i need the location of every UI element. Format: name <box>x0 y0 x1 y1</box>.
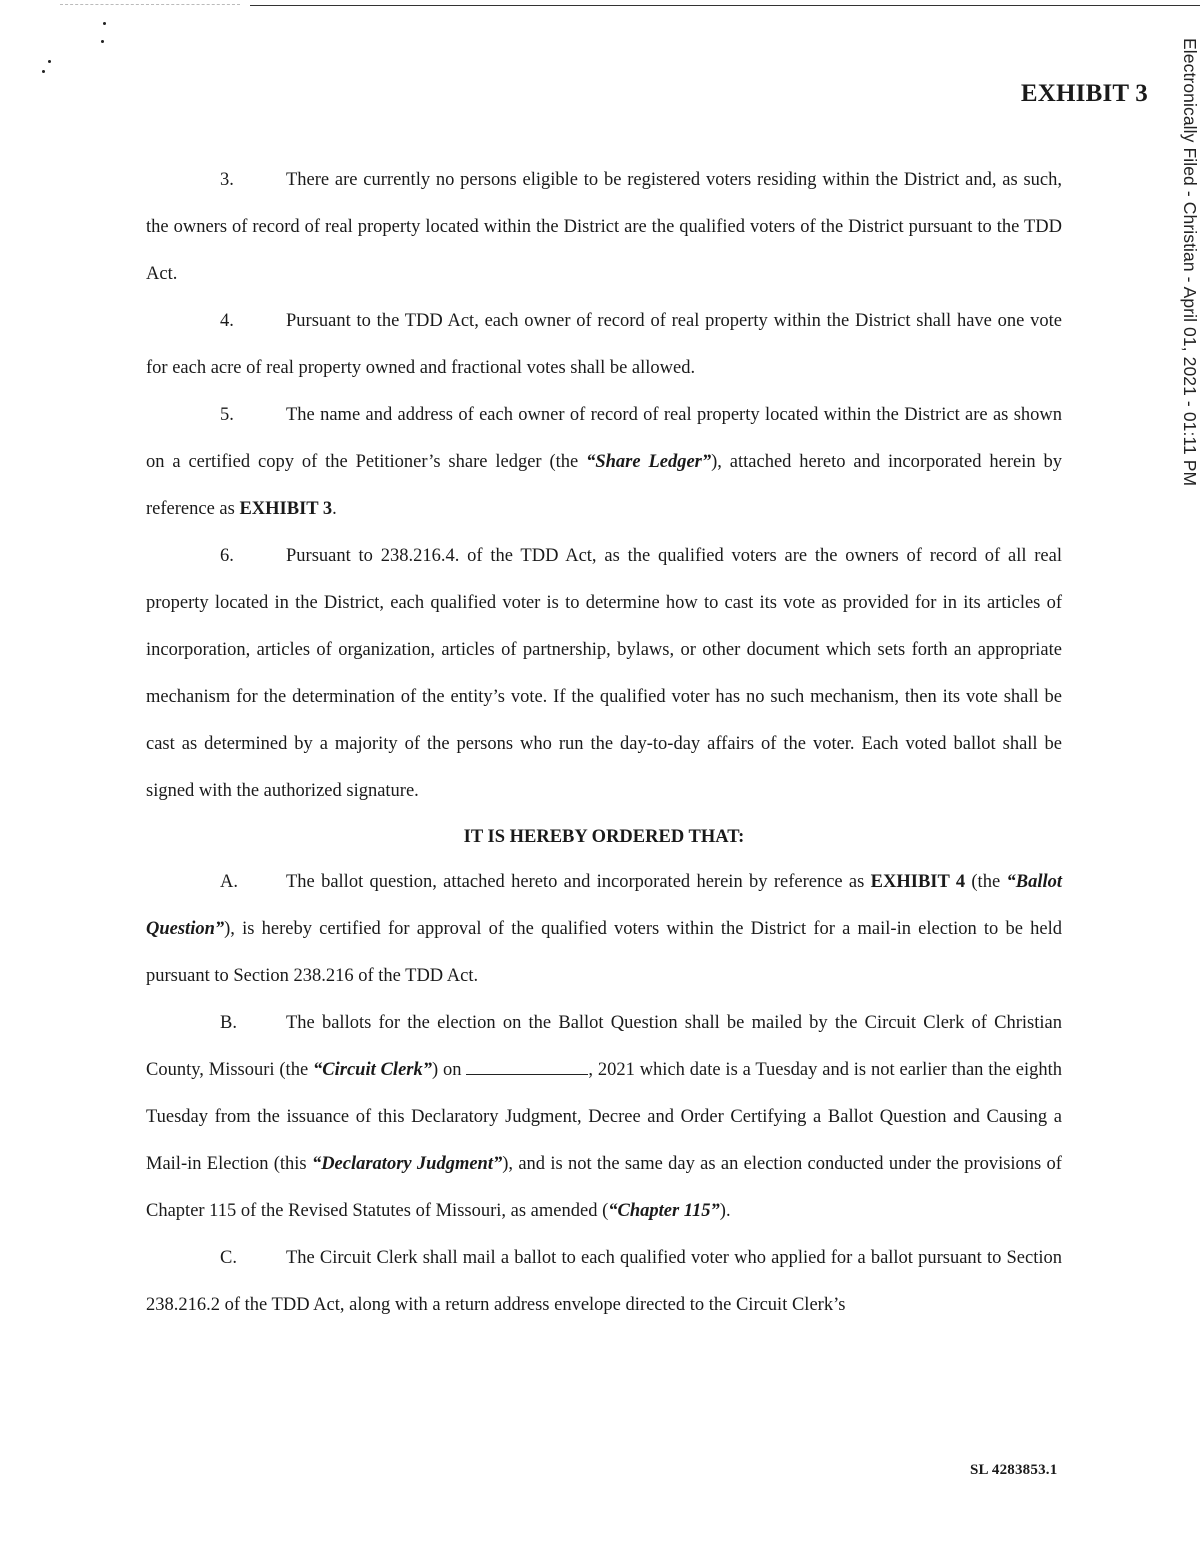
paragraph-number: 4. <box>220 311 234 331</box>
defined-term-ballot-question: “Ballot Question” <box>146 872 1062 939</box>
exhibit-reference: EXHIBIT 4 <box>870 872 966 892</box>
order-text: , 2021 which date is a Tuesday and is not earlier than the eighth Tuesday from the issuance of this Declaratory Judgment, Decree and Order Certifying a Ballot Question and Causing a Mail-in Election (this <box>146 1060 1062 1174</box>
order-text: The Circuit Clerk shall mail a ballot to each qualified voter who applied for a ballot pursuant to Section 238.216.2 of the TDD Act, along with a return address envelope directed to the Circuit Clerk’s <box>146 1248 1062 1315</box>
order-text: The ballot question, attached hereto and incorporated herein by reference as <box>286 872 871 892</box>
scan-edge-mark <box>60 4 240 5</box>
order-text: (the <box>965 872 1007 892</box>
paragraph-4 <box>146 298 1062 392</box>
scan-top-rule <box>250 5 1200 6</box>
order-letter: A. <box>220 872 238 892</box>
order-c <box>146 1235 1062 1329</box>
order-text: ), and is not the same day as an election conducted under the provisions of Chapter 115 of the Revised Statutes of Missouri, as amended ( <box>146 1154 1062 1221</box>
paragraph-text: The name and address of each owner of record of real property located within the District are as shown on a certified copy of the Petitioner’s share ledger (the <box>146 405 1062 472</box>
order-a <box>146 859 1062 1000</box>
defined-term-chapter-115: “Chapter 115” <box>608 1201 720 1221</box>
order-text: The ballots for the election on the Ballot Question shall be mailed by the Circuit Clerk of Christian County, Missouri (the <box>146 1013 1062 1080</box>
paragraph-text: Pursuant to 238.216.4. of the TDD Act, as the qualified voters are the owners of record of all real property located in the District, each qualified voter is to determine how to cast its vote as provided for in its articles of incorporation, articles of organization, articles of partnership, bylaws, or other document which sets forth an appropriate mechanism for the determination of the entity’s vote. If the qualified voter has no such mechanism, then its vote shall be cast as determined by a majority of the persons who run the day-to-day affairs of the voter. Each voted ballot shall be signed with the authorized signature. <box>146 546 1062 801</box>
scan-speck <box>101 40 104 43</box>
defined-term-share-ledger: “Share Ledger” <box>586 452 712 472</box>
order-letter: C. <box>220 1248 237 1268</box>
paragraph-number: 3. <box>220 170 234 190</box>
document-body <box>146 157 1062 1329</box>
paragraph-text: There are currently no persons eligible to be registered voters residing within the District and, as such, the owners of record of real property located within the District are the qualified voters of the District pursuant to the TDD Act. <box>146 170 1062 284</box>
order-text: ), is hereby certified for approval of the qualified voters within the District for a mail-in election to be held pursuant to Section 238.216 of the TDD Act. <box>146 919 1062 986</box>
date-blank-line <box>466 1058 588 1075</box>
electronic-filing-stamp: Electronically Filed - Christian - April 01, 2021 - 01:11 PM <box>1180 38 1200 487</box>
order-text: ). <box>719 1201 731 1221</box>
paragraph-text: ), attached hereto and incorporated herein by reference as <box>146 452 1062 519</box>
paragraph-text: Pursuant to the TDD Act, each owner of record of real property within the District shall have one vote for each acre of real property owned and fractional votes shall be allowed. <box>146 311 1062 378</box>
defined-term-circuit-clerk: “Circuit Clerk” <box>313 1060 432 1080</box>
order-heading: IT IS HEREBY ORDERED THAT: <box>463 827 745 847</box>
document-id: SL 4283853.1 <box>970 1462 1058 1478</box>
paragraph-text: . <box>332 499 337 519</box>
scan-speck <box>42 70 45 73</box>
paragraph-number: 5. <box>220 405 234 425</box>
order-letter: B. <box>220 1013 237 1033</box>
exhibit-reference: EXHIBIT 3 <box>239 499 333 519</box>
scan-speck <box>48 60 51 63</box>
paragraph-number: 6. <box>220 546 234 566</box>
order-text: ) on <box>431 1060 467 1080</box>
paragraph-3 <box>146 157 1062 298</box>
paragraph-5 <box>146 392 1062 533</box>
order-b <box>146 1000 1062 1235</box>
scan-speck <box>103 22 106 25</box>
paragraph-6 <box>146 533 1062 815</box>
defined-term-declaratory-judgment: “Declaratory Judgment” <box>311 1154 503 1174</box>
exhibit-label: EXHIBIT 3 <box>1020 80 1148 107</box>
